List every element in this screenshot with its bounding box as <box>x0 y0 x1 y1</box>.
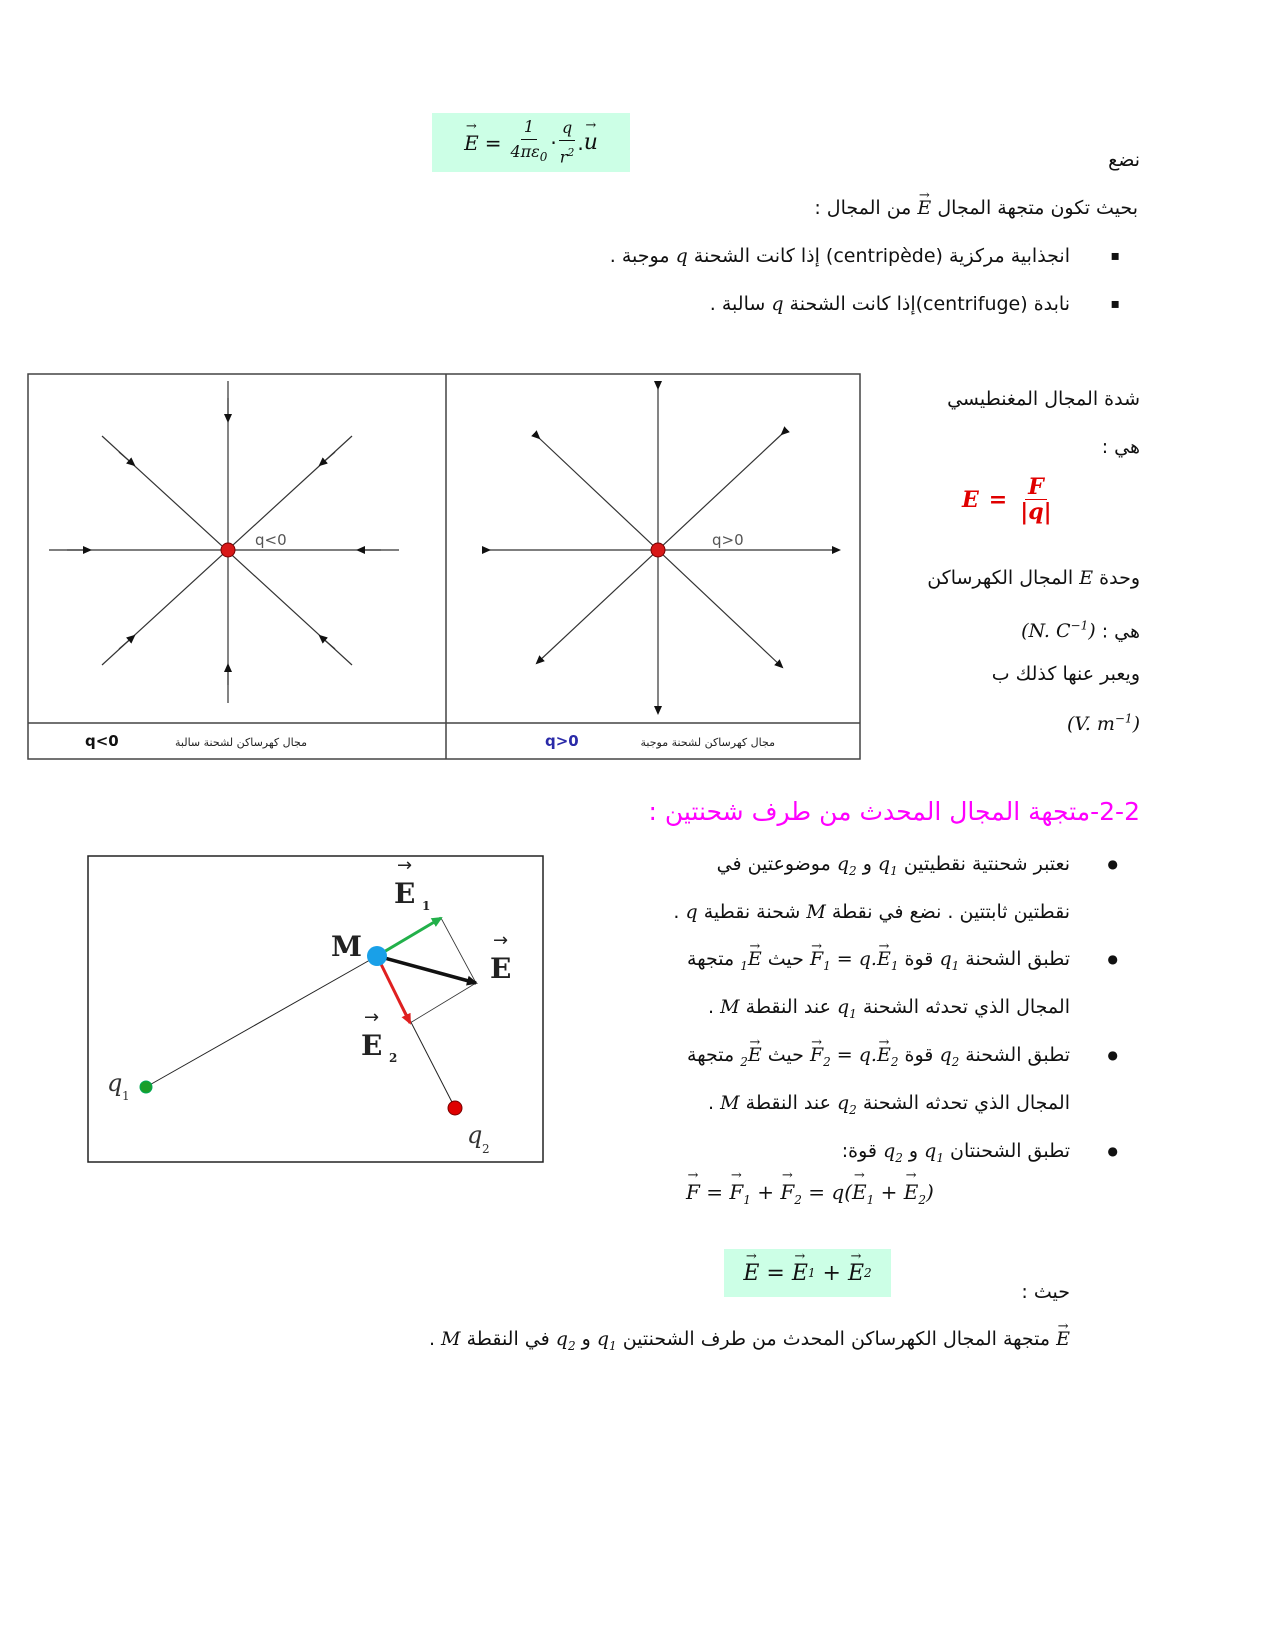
intro-line2 <box>814 194 1138 222</box>
sec-p3-f: عند النقطة <box>745 1092 831 1114</box>
sec-p2-eq: → $F_1 = q.\to E_1$ <box>810 948 899 970</box>
intro-bullet2 <box>710 290 1070 318</box>
label-E1-sub: 1 <box>422 899 431 913</box>
sec-p1-dot: . <box>673 901 680 923</box>
two-charges-figure <box>87 855 544 1163</box>
sec-p3-b: قوة <box>904 1044 934 1066</box>
sec-p2-line2 <box>708 993 1070 1028</box>
formula-frac2 <box>557 116 578 169</box>
formula-eq: = <box>484 130 502 155</box>
section-heading: 2-2-متجهة المجال المحدث من طرف شحنتين : <box>648 797 1140 826</box>
label-q2: q <box>467 1121 483 1149</box>
sec-p2-M: M <box>720 996 740 1018</box>
side-line1: شدة المجال المغنطيسي <box>947 388 1140 410</box>
side-line6 <box>1067 705 1140 738</box>
figure2-frame <box>88 856 543 1162</box>
side-l4-close: ) <box>1088 620 1096 643</box>
sec-p4-line1 <box>842 1137 1070 1172</box>
side-formula-frac <box>1017 475 1054 524</box>
final-M: M <box>441 1328 461 1350</box>
sec-p2-b: قوة <box>904 948 934 970</box>
right-caption-text: مجال كهرساكن لشحنة موجبة <box>640 736 775 749</box>
label-E1-arrow: → <box>397 855 413 876</box>
left-caption-bold: q<0 <box>85 732 119 750</box>
final-q1: $q_1$ <box>596 1328 617 1353</box>
intro-line2-var: → E <box>917 194 931 222</box>
sec-p1-q: q <box>685 901 698 923</box>
intro-line2-b: من المجال : <box>814 197 912 219</box>
sec-p2-e: المجال الذي تحدثه الشحنة <box>862 996 1070 1018</box>
sec-p3-q2: $q_2$ <box>939 1044 960 1069</box>
sec-p2-a: تطبق الشحنة <box>965 948 1070 970</box>
left-charge-dot <box>221 543 235 557</box>
boxed-resultant-formula: → E = → E 1 + → E 2 <box>724 1249 891 1297</box>
sec-p2-c: حيث <box>767 948 804 970</box>
side-l3-b: المجال الكهرساكن <box>927 567 1074 589</box>
formula-dot: · <box>550 130 557 155</box>
left-caption-text: مجال كهرساكن لشحنة سالبة <box>175 736 307 749</box>
label-E-arrow: → <box>493 930 509 951</box>
sec-p1-b: موضوعتين في <box>716 853 831 875</box>
sec-p3-line1 <box>687 1041 1070 1076</box>
final-b: في النقطة <box>466 1328 550 1350</box>
intro-b2-a: نابدة (centrifuge)إذا كانت الشحنة <box>789 293 1070 315</box>
intro-b1-b: موجبة . <box>609 245 670 267</box>
where-label: حيث : <box>1021 1281 1070 1303</box>
frac2-den-sup: 2 <box>567 145 575 159</box>
side-line2: هي : <box>1101 436 1140 458</box>
side-formula-den: |q| <box>1020 499 1052 525</box>
sec-p3-c: حيث <box>767 1044 804 1066</box>
frac2-den <box>557 141 578 169</box>
side-l6-unit-text: (V. m <box>1066 713 1115 736</box>
intro-b2-var: q <box>771 293 784 315</box>
final-line <box>429 1325 1070 1360</box>
sec-p1-line2 <box>673 898 1070 926</box>
side-line5: ويعبر عنها كذلك ب <box>991 663 1140 685</box>
sec-p1-line1 <box>717 850 1070 885</box>
label-M: M <box>331 930 362 963</box>
intro-b1-var: q <box>675 245 688 267</box>
intro-line1: نضع <box>1108 149 1140 171</box>
label-q1-sub: 1 <box>122 1089 130 1103</box>
side-l4-a: هي : <box>1101 620 1140 643</box>
side-l6-sup: −1 <box>1114 712 1133 726</box>
sec-p1-M: M <box>806 901 826 923</box>
sec-p1-c: نقطتين ثابتتين . نضع في نقطة <box>831 901 1070 923</box>
formula-E: → E <box>464 131 479 155</box>
side-l3-var: E <box>1079 567 1094 589</box>
sec-p2-q1b: $q_1$ <box>836 996 857 1021</box>
sec-p1-q1: $q_1$ <box>877 853 898 878</box>
frac1-den-text: 4πε <box>510 142 540 162</box>
frac1-den-sub: 0 <box>539 150 548 165</box>
label-E2-arrow: → <box>364 1007 380 1028</box>
frac1-num: 1 <box>521 115 537 140</box>
sec-p3-e: المجال الذي تحدثه الشحنة <box>862 1092 1070 1114</box>
side-line3 <box>927 564 1140 592</box>
side-formula-lhs: E <box>962 486 979 513</box>
sec-p3-line2 <box>708 1089 1070 1124</box>
frac2-num: q <box>559 116 575 141</box>
side-line4 <box>1021 612 1140 645</box>
side-l6-unit <box>1067 713 1140 735</box>
sec-p1-a: نعتبر شحنتية نقطيتين <box>903 853 1070 875</box>
final-dot: . <box>428 1328 435 1350</box>
frac1-den <box>507 140 550 169</box>
frac2-den-text: r <box>559 147 568 167</box>
right-q-label: q>0 <box>712 531 744 549</box>
sec-p4-a: تطبق الشحنتان <box>950 1140 1070 1162</box>
sec-p3-a: تطبق الشحنة <box>965 1044 1070 1066</box>
side-l4-unit <box>1021 620 1096 642</box>
side-l4-sup: −1 <box>1070 619 1089 633</box>
side-formula-eq: = <box>988 486 1008 513</box>
point-M <box>367 946 387 966</box>
sec-p3-E2: → $E_2$ <box>740 1044 762 1066</box>
side-l3-a: وحدة <box>1099 567 1140 589</box>
sec-p3-d: متجهة <box>687 1044 735 1066</box>
label-E1: E <box>394 877 416 910</box>
sec-p3-M: M <box>720 1092 740 1114</box>
final-a: متجهة المجال الكهرساكن المحدث من طرف الشحنتين <box>622 1328 1051 1350</box>
sec-p1-and: و <box>862 853 872 875</box>
sec-p3-eq: → $F_2 = q.\to E_2$ <box>810 1044 899 1066</box>
sec-p3-q2b: $q_2$ <box>836 1092 857 1117</box>
side-l4-unit-text: (N. C <box>1021 620 1071 643</box>
side-formula <box>962 475 1055 524</box>
intro-bullet1 <box>610 242 1070 270</box>
label-E2: E <box>361 1029 383 1062</box>
sec-p4-and: و <box>908 1140 919 1162</box>
final-q2: $q_2$ <box>555 1328 576 1353</box>
formula-tail: . <box>577 130 584 155</box>
sec-p2-line1 <box>687 945 1070 980</box>
label-q2-sub: 2 <box>482 1142 490 1156</box>
intro-line2-a: بحيث تكون متجهة المجال <box>937 197 1138 219</box>
intro-b1-a: انجذابية مركزية (centripède) إذا كانت الشحنة <box>693 245 1070 267</box>
formula-u: → u <box>584 130 598 155</box>
sec-p1-d: شحنة نقطية <box>703 901 801 923</box>
radial-field-figure <box>27 373 861 760</box>
right-charge-dot <box>651 543 665 557</box>
final-E: → E <box>1056 1325 1070 1353</box>
figure1-frame <box>28 374 860 759</box>
label-E2-sub: 2 <box>389 1051 398 1065</box>
sec-p4-q2: $q_2$ <box>883 1140 903 1165</box>
sec-p4-b: قوة: <box>841 1140 878 1162</box>
label-E: E <box>490 952 512 985</box>
intro-b2-b: سالبة . <box>709 293 766 315</box>
sec-p2-d: متجهة <box>687 948 735 970</box>
sec-p1-q2: $q_2$ <box>836 853 857 878</box>
sec-p2-f: عند النقطة <box>745 996 831 1018</box>
top-formula-box <box>432 113 630 172</box>
formula-frac1 <box>507 115 550 169</box>
sec-p2-q1: $q_1$ <box>939 948 960 973</box>
sec-p3-dot: . <box>708 1092 715 1114</box>
side-l6-close: ) <box>1132 713 1140 736</box>
sec-p2-dot: . <box>708 996 715 1018</box>
final-and: و <box>581 1328 591 1350</box>
left-q-label: q<0 <box>255 531 287 549</box>
sec-p2-E1: → $E_1$ <box>740 948 762 970</box>
charge-q2 <box>448 1101 462 1115</box>
sec-p4-q1: $q_1$ <box>924 1140 944 1165</box>
charge-q1 <box>140 1081 152 1093</box>
sum-formula: → F = → $F_1$ + → $F_2 = q(\to E_1$ + → $E_2$) <box>686 1180 934 1207</box>
side-formula-num: F <box>1025 475 1047 500</box>
label-q1: q <box>107 1069 123 1097</box>
right-caption-bold: q>0 <box>545 732 579 750</box>
